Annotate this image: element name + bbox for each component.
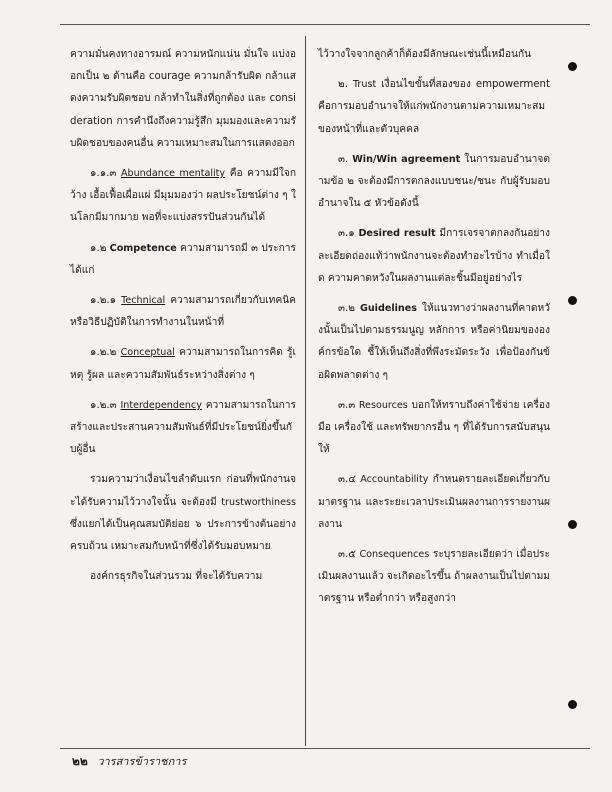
left-paragraph-2 [70, 163, 296, 230]
paragraph-text: ระบุรายละเอียดว่า เมื่อประเมินผลงานแล้ว จะเกิดอะไรขึ้น ถ้าผลงานเป็นไปตามมาตรฐาน หรือต่ำกว่า หรือสูงกว่า [318, 549, 550, 605]
paragraph-text: คือ ความมีใจกว้าง เอื้อเฟื้อเผื่อแผ่ มีมุมมองว่า ผลประโยชน์ต่าง ๆ ในโลกมีมากมาย พอที่จะแบ่งสรรปันส่วนกันได้ [70, 168, 296, 224]
binder-hole-icon [568, 296, 577, 305]
section-number: ๓. [338, 153, 349, 165]
right-paragraph-4 [318, 223, 550, 290]
paragraph-text: ความสามารถในการสร้างและประสานความสัมพันธ์ที่มีประโยชน์ยิ่งขึ้นกับผู้อื่น [70, 399, 296, 456]
binder-hole-icon [568, 700, 577, 709]
section-term: Trust [352, 79, 377, 91]
left-paragraph-6 [70, 395, 296, 462]
left-paragraph-7 [70, 469, 296, 558]
left-paragraph-4 [70, 290, 296, 334]
section-number: ๓.๒ [338, 303, 355, 315]
paragraph-text: ให้แนวทางว่าผลงานที่คาดหวังนั้นเป็นไปตามธรรมนูญ หลักการ หรือค่านิยมขององค์กรข้อใด ชี้ให้เห็นถึงสิ่งที่พึงระมัดระวัง เพื่อป้องกันข้อผิดพลาดต่าง ๆ [318, 303, 550, 381]
section-number: ๓.๕ [338, 549, 356, 561]
section-term: Abundance mentality [120, 168, 226, 180]
right-paragraph-7 [318, 469, 550, 536]
paragraph-text: องค์กรธุรกิจในส่วนรวม ที่จะได้รับความ [90, 571, 263, 583]
section-number: ๓.๑ [338, 228, 355, 240]
paragraph-text: ความมั่นคงทางอารมณ์ ความหนักแน่น มั่นใจ แบ่งออกเป็น ๒ ด้านคือ courage ความกล้ารับผิด กล้าแสดงความรับผิดชอบ กล้าทำในสิ่งที่ถูกต้อง และ consideration การคำนึงถึงความรู้สึก มุมมองและความรับผิดชอบของคนอื่น ความเหมาะสมในการแสดงออก [70, 49, 296, 149]
left-column [70, 44, 296, 596]
paragraph-text: บอกให้ทราบถึงค่าใช้จ่าย เครื่องมือ เครื่องใช้ และทรัพยากรอื่น ๆ ที่ได้รับการสนับสนุนให้ [318, 399, 550, 456]
right-paragraph-2 [318, 74, 550, 141]
section-number: ๓.๔ [338, 474, 356, 486]
top-rule [60, 24, 590, 25]
paragraph-text: รวมความว่าเงื่อนไขลำดับแรก ก่อนที่พนักงานจะได้รับความไว้วางใจนั้น จะต้องมี [70, 474, 296, 508]
paragraph-text: ความสามารถมี ๓ ประการ ได้แก่ [70, 242, 296, 276]
right-paragraph-5 [318, 298, 550, 387]
left-paragraph-5 [70, 342, 296, 386]
paragraph-text: เงื่อนไขขั้นที่สองของ empowerment คือการมอบอำนาจให้แก่พนักงานตามความเหมาะสมของหน้าที่และตัวบุคคล [318, 79, 550, 135]
left-paragraph-1 [70, 44, 296, 155]
left-paragraph-3 [70, 238, 296, 282]
section-term: Competence [109, 242, 177, 254]
right-column [318, 44, 550, 619]
paragraph-text: มีการเจรจาตกลงกันอย่างละเอียดถ่องแท้ว่าพนักงานจะต้องทำอะไรบ้าง ทำเมื่อใด ความคาดหวังในผลงานแต่ละชิ้นมีอยู่อย่างไร [318, 228, 550, 284]
section-number: ๑.๒.๓ [90, 399, 117, 411]
page-footer [72, 752, 186, 771]
paragraph-text: ในการมอบอำนาจตามข้อ ๒ จะต้องมีการตกลงแบบชนะ/ชนะ กับผู้รับมอบอำนาจใน ๕ หัวข้อดังนี้ [318, 153, 550, 210]
section-term: Desired result [358, 228, 436, 240]
section-term: Accountability [360, 474, 429, 486]
section-number: ๓.๓ [338, 399, 356, 411]
section-number: ๒. [338, 79, 348, 91]
column-divider [305, 36, 306, 746]
section-term: Technical [121, 295, 166, 307]
section-term: Guidelines [359, 303, 417, 315]
section-number: ๑.๒ [90, 242, 107, 254]
paragraph-text: ซึ่งแยกได้เป็นคุณสมบัติย่อย ๖ ประการข้างต้นอย่างครบถ้วน เหมาะสมกับหน้าที่ซึ่งได้รับมอบหมาย [70, 518, 296, 553]
section-term: Resources [358, 399, 408, 411]
page-number: ๒๒ [72, 754, 88, 768]
bottom-rule [60, 748, 590, 749]
section-number: ๑.๑.๓ [90, 168, 117, 180]
right-paragraph-6 [318, 395, 550, 462]
binder-hole-icon [568, 62, 577, 71]
section-term: Interdependency [120, 399, 202, 411]
binder-hole-icon [568, 520, 577, 529]
section-term: trustworthiness [221, 496, 296, 508]
section-term: Win/Win agreement [352, 153, 461, 165]
paragraph-text: ความสามารถในการคิด รู้เหตุ รู้ผล และความสัมพันธ์ระหว่างสิ่งต่าง ๆ [70, 347, 296, 381]
paragraph-text: กำหนดรายละเอียดเกี่ยวกับมาตรฐาน และระยะเวลาประเมินผลงานการรายงานผลงาน [318, 474, 550, 530]
section-term: Consequences [359, 549, 430, 561]
right-paragraph-3 [318, 149, 550, 216]
paragraph-text: ไว้วางใจจากลูกค้าก็ต้องมีลักษณะเช่นนี้เหมือนกัน [318, 49, 532, 60]
section-number: ๑.๒.๒ [90, 347, 117, 359]
section-number: ๑.๒.๑ [90, 295, 117, 307]
right-paragraph-1 [318, 44, 550, 66]
right-paragraph-8 [318, 544, 550, 611]
section-term: Conceptual [120, 347, 175, 359]
journal-title: วารสารข้าราชการ [97, 755, 187, 768]
paragraph-text: ความสามารถเกี่ยวกับเทคนิค หรือวิธีปฏิบัติในการทำงานในหน้าที่ [70, 295, 296, 329]
left-paragraph-8 [70, 566, 296, 588]
